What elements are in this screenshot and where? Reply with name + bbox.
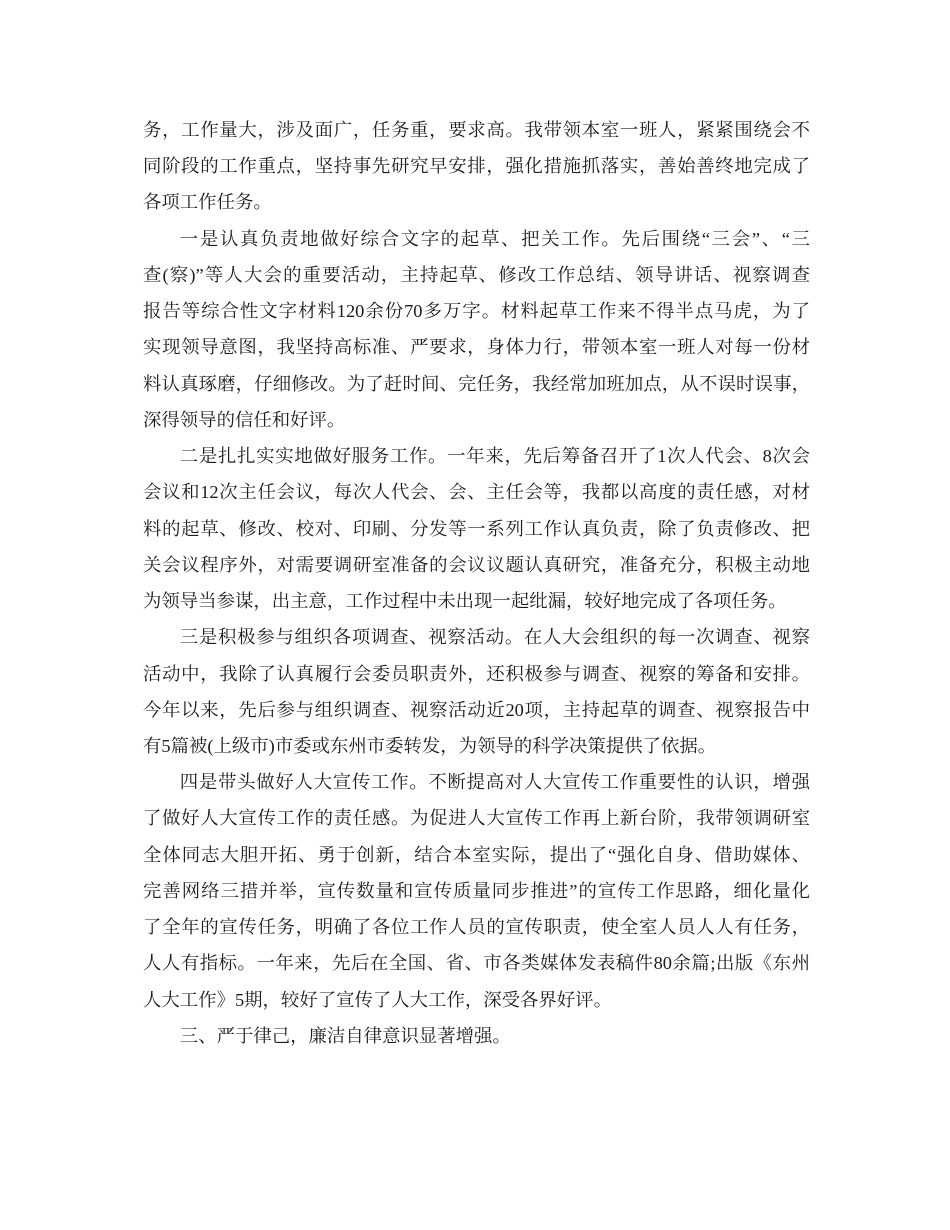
text-line: 各项工作任务。: [143, 192, 272, 213]
section-heading: 三、严于律己，廉洁自律意识显著增强。: [179, 1025, 511, 1046]
paragraph-continued: [143, 112, 810, 221]
text-line: 深得领导的信任和好评。: [143, 409, 346, 430]
text-line: 会议和12次主任会议，每次人代会、会、主任会等，我都以高度的责任感，对材: [143, 482, 810, 503]
text-line: 了全年的宣传任务，明确了各位工作人员的宣传职责，使全室人员人人有任务，: [143, 917, 810, 938]
text-line: 务，工作量大，涉及面广，任务重，要求高。我带领本室一班人，紧紧围绕会不: [143, 120, 810, 140]
text-line: 有5篇被(上级市)市委或东州市委转发，为领导的科学决策提供了依据。: [143, 735, 717, 756]
text-line: 料的起草、修改、校对、印刷、分发等一系列工作认真负责，除了负责修改、把: [143, 518, 810, 539]
text-line: 一是认真负责地做好综合文字的起草、把关工作。先后围绕“三会”、“三: [179, 228, 810, 249]
paragraph-inspection-work: [143, 619, 810, 764]
text-line: 人人有指标。一年来，先后在全国、省、市各类媒体发表稿件80余篇;出版《东州: [143, 953, 810, 974]
text-line: 了做好人大宣传工作的责任感。为促进人大宣传工作再上新台阶，我带领调研室: [143, 808, 810, 829]
text-line: 完善网络三措并举，宣传数量和宣传质量同步推进”的宣传工作思路，细化量化: [143, 880, 810, 901]
paragraph-service-work: [143, 438, 810, 619]
text-line: 活动中，我除了认真履行会委员职责外，还积极参与调查、视察的筹备和安排。: [143, 663, 810, 684]
text-line: 实现领导意图，我坚持高标准、严要求，身体力行，带领本室一班人对每一份材: [143, 337, 810, 358]
paragraph-drafting-work: [143, 221, 810, 438]
text-line: 报告等综合性文字材料120余份70多万字。材料起草工作来不得半点马虎，为了: [143, 301, 810, 322]
text-line: 查(察)”等人大会的重要活动，主持起草、修改工作总结、领导讲话、视察调查: [143, 264, 810, 285]
text-line: 二是扎扎实实地做好服务工作。一年来，先后筹备召开了1次人代会、8次会: [179, 446, 810, 467]
document-body: [143, 112, 810, 1054]
text-line: 关会议程序外，对需要调研室准备的会议议题认真研究，准备充分，积极主动地: [143, 554, 810, 575]
text-line: 今年以来，先后参与组织调查、视察活动近20项，主持起草的调查、视察报告中: [143, 699, 810, 720]
text-line: 同阶段的工作重点，坚持事先研究早安排，强化措施抓落实，善始善终地完成了: [143, 156, 810, 177]
section-heading-self-discipline: [143, 1018, 810, 1054]
text-line: 全体同志大胆开拓、勇于创新，结合本室实际，提出了“强化自身、借助媒体、: [143, 844, 810, 865]
text-line: 料认真琢磨，仔细修改。为了赶时间、完任务，我经常加班加点，从不误时误事，: [143, 373, 810, 394]
text-line: 为领导当参谋，出主意，工作过程中未出现一起纰漏，较好地完成了各项任务。: [143, 591, 787, 612]
text-line: 三是积极参与组织各项调查、视察活动。在人大会组织的每一次调查、视察: [179, 627, 810, 648]
text-line: 人大工作》5期，较好了宣传了人大工作，深受各界好评。: [143, 989, 612, 1010]
paragraph-publicity-work: [143, 764, 810, 1018]
text-line: 四是带头做好人大宣传工作。不断提高对人大宣传工作重要性的认识，增强: [179, 772, 810, 793]
